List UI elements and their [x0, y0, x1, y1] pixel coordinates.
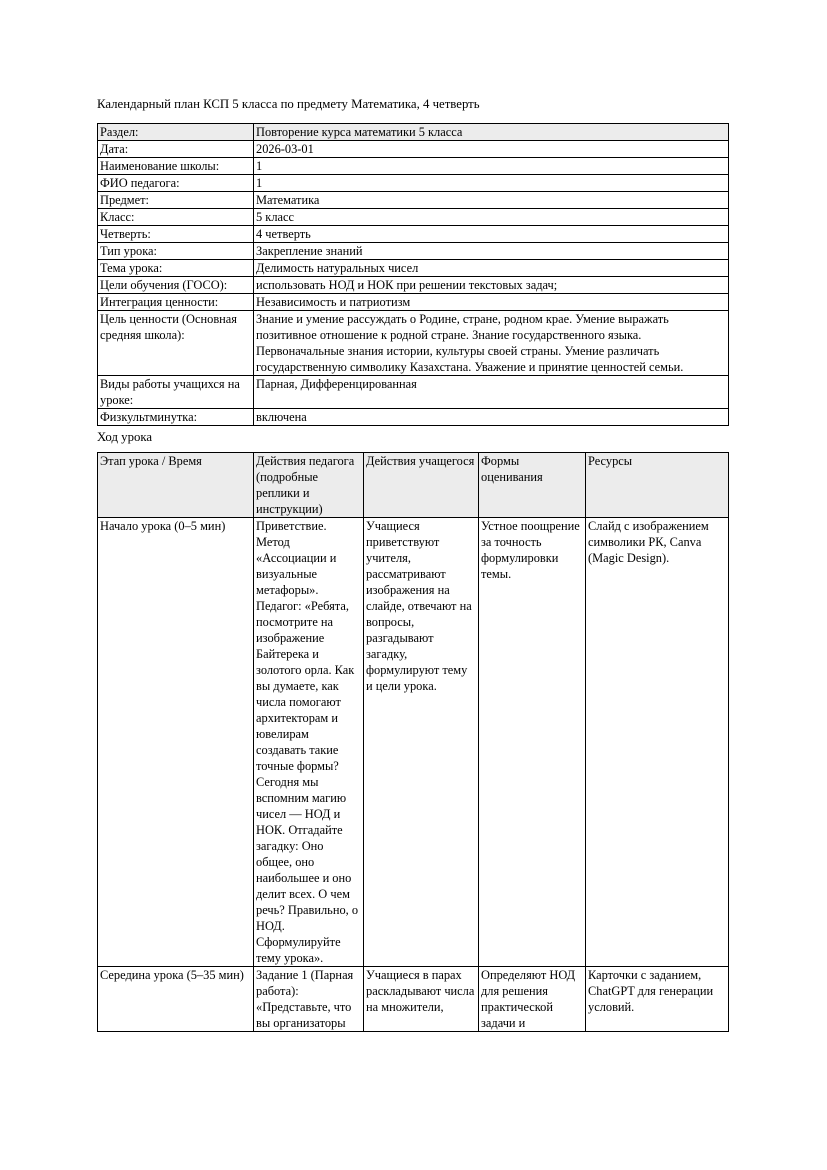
- flow-row-lesson-middle: [98, 967, 729, 1032]
- resources-cell: Слайд с изображением символики РК, Canva (Magic Design).: [586, 518, 729, 967]
- document-title: Календарный план КСП 5 класса по предмету Математика, 4 четверть: [97, 97, 480, 111]
- meta-label: Наименование школы:: [98, 158, 254, 175]
- assessment-cell: Устное поощрение за точность формулировки темы.: [479, 518, 586, 967]
- meta-row-values-integration: [98, 294, 729, 311]
- meta-row-school: [98, 158, 729, 175]
- teacher-actions-cell: Задание 1 (Парная работа): «Представьте, что вы организаторы: [254, 967, 364, 1032]
- meta-row-quarter: [98, 226, 729, 243]
- meta-label: ФИО педагога:: [98, 175, 254, 192]
- meta-value: Знание и умение рассуждать о Родине, стране, родном крае. Умение выражать позитивное отношение к родной стране. Знание государственного языка. Первоначальные знания истории, культуры своей страны. Умение различать государственную символику Казахстана. Уважение и принятие ценностей семьи.: [254, 311, 729, 376]
- meta-value: Повторение курса математики 5 класса: [254, 124, 729, 141]
- column-header-stage: Этап урока / Время: [98, 453, 254, 518]
- student-actions-cell: Учащиеся в парах раскладывают числа на множители,: [364, 967, 479, 1032]
- meta-row-data: [98, 141, 729, 158]
- meta-label: Виды работы учащихся на уроке:: [98, 376, 254, 409]
- document-content: [97, 97, 728, 1032]
- meta-label: Тема урока:: [98, 260, 254, 277]
- lesson-meta-table: [97, 123, 729, 426]
- meta-label: Физкультминутка:: [98, 409, 254, 426]
- meta-label: Класс:: [98, 209, 254, 226]
- meta-value: 1: [254, 175, 729, 192]
- meta-row-values-goal: [98, 311, 729, 376]
- column-header-assessment: Формы оценивания: [479, 453, 586, 518]
- meta-value: 2026-03-01: [254, 141, 729, 158]
- meta-row-razdel: [98, 124, 729, 141]
- meta-row-work-types: [98, 376, 729, 409]
- section-heading-course-flow: Ход урока: [97, 430, 153, 444]
- meta-label: Четверть:: [98, 226, 254, 243]
- meta-value: 4 четверть: [254, 226, 729, 243]
- meta-label: Цель ценности (Основная средняя школа):: [98, 311, 254, 376]
- meta-value: Делимость натуральных чисел: [254, 260, 729, 277]
- column-header-student-actions: Действия учащегося: [364, 453, 479, 518]
- meta-label: Предмет:: [98, 192, 254, 209]
- teacher-actions-cell: Приветствие. Метод «Ассоциации и визуальные метафоры». Педагог: «Ребята, посмотрите на изображение Байтерека и золотого орла. Как вы думаете, как числа помогают архитекторам и ювелирам создавать такие точные формы? Сегодня мы вспомним магию чисел — НОД и НОК. Отгадайте загадку: Оно общее, оно наибольшее и оно делит всех. О чем речь? Правильно, о НОД. Сформулируйте тему урока».: [254, 518, 364, 967]
- meta-row-phys-minute: [98, 409, 729, 426]
- meta-row-lesson-topic: [98, 260, 729, 277]
- lesson-flow-table: [97, 452, 729, 1032]
- assessment-cell: Определяют НОД для решения практической задачи и: [479, 967, 586, 1032]
- meta-row-subject: [98, 192, 729, 209]
- meta-row-class: [98, 209, 729, 226]
- meta-label: Интеграция ценности:: [98, 294, 254, 311]
- meta-label: Цели обучения (ГОСО):: [98, 277, 254, 294]
- column-header-teacher-actions: Действия педагога (подробные реплики и инструкции): [254, 453, 364, 518]
- meta-row-teacher-name: [98, 175, 729, 192]
- meta-value: Независимость и патриотизм: [254, 294, 729, 311]
- stage-cell: Начало урока (0–5 мин): [98, 518, 254, 967]
- meta-value: Парная, Дифференцированная: [254, 376, 729, 409]
- meta-value: 5 класс: [254, 209, 729, 226]
- meta-value: использовать НОД и НОК при решении текстовых задач;: [254, 277, 729, 294]
- meta-value: Закрепление знаний: [254, 243, 729, 260]
- meta-row-lesson-type: [98, 243, 729, 260]
- meta-row-goals: [98, 277, 729, 294]
- meta-value: 1: [254, 158, 729, 175]
- flow-row-lesson-start: [98, 518, 729, 967]
- meta-value: Математика: [254, 192, 729, 209]
- meta-value: включена: [254, 409, 729, 426]
- stage-cell: Середина урока (5–35 мин): [98, 967, 254, 1032]
- column-header-resources: Ресурсы: [586, 453, 729, 518]
- meta-label: Раздел:: [98, 124, 254, 141]
- flow-header-row: [98, 453, 729, 518]
- resources-cell: Карточки с заданием, ChatGPT для генерации условий.: [586, 967, 729, 1032]
- meta-label: Дата:: [98, 141, 254, 158]
- student-actions-cell: Учащиеся приветствуют учителя, рассматривают изображения на слайде, отвечают на вопросы, разгадывают загадку, формулируют тему и цели урока.: [364, 518, 479, 967]
- meta-label: Тип урока:: [98, 243, 254, 260]
